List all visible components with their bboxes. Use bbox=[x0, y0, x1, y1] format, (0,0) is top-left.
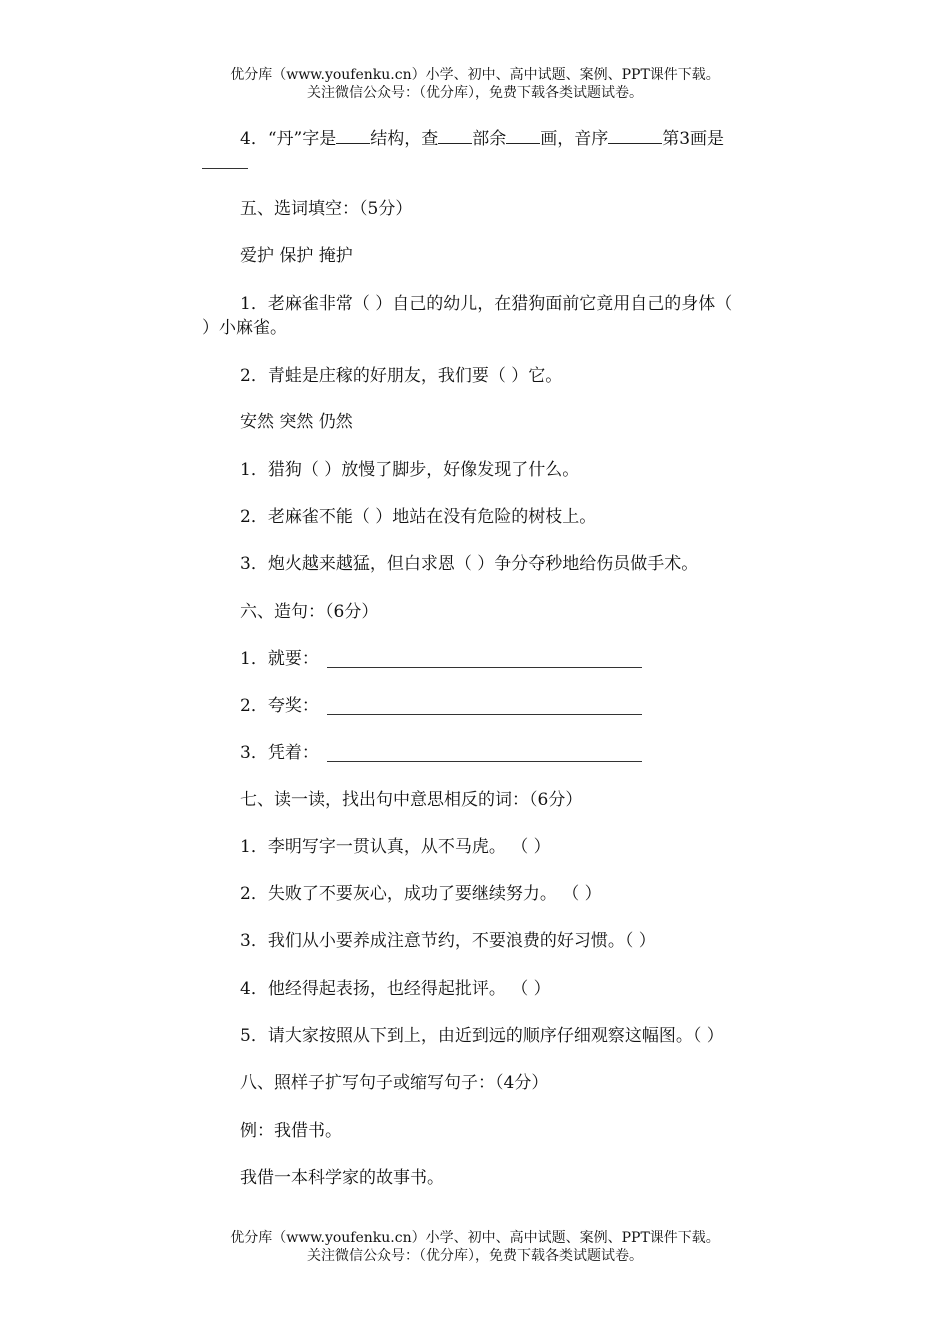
page-header bbox=[0, 66, 950, 102]
answer-blank[interactable] bbox=[438, 126, 472, 144]
section-6-title: 六、造句：（6分） bbox=[240, 602, 379, 622]
antonym-item-3: 3．我们从小要养成注意节约，不要浪费的好习惯。（ ） bbox=[240, 931, 656, 951]
s5-g2-question-3: 3．炮火越来越猛，但白求恩（ ）争分夺秒地给伤员做手术。 bbox=[240, 554, 699, 574]
s5-question-2: 2．青蛙是庄稼的好朋友，我们要（ ）它。 bbox=[240, 366, 563, 386]
s5-g2-question-2: 2．老麻雀不能（ ）地站在没有危险的树枝上。 bbox=[240, 507, 597, 527]
answer-blank[interactable] bbox=[336, 126, 370, 144]
antonym-item-2: 2．失败了不要灰心，成功了要继续努力。 （ ） bbox=[240, 884, 602, 904]
word-group-2: 安然 突然 仍然 bbox=[240, 412, 353, 432]
example-label: 例：我借书。 bbox=[240, 1121, 342, 1141]
question-4: 4．“丹”字是 结构，查 部余 画，音序 第3画是 bbox=[240, 126, 724, 150]
page-footer bbox=[0, 1229, 950, 1265]
sentence-item-2: 2．夸奖： bbox=[240, 696, 319, 716]
header-line-1: 优分库（www.youfenku.cn）小学、初中、高中试题、案例、PPT课件下载。 bbox=[230, 67, 720, 83]
sentence-answer-line-2[interactable] bbox=[327, 714, 642, 715]
section-8-title: 八、照样子扩写句子或缩写句子：（4分） bbox=[240, 1073, 549, 1093]
sentence-item-3: 3．凭着： bbox=[240, 743, 319, 763]
s5-g2-question-1: 1．猎狗（ ）放慢了脚步，好像发现了什么。 bbox=[240, 460, 580, 480]
section-7-title: 七、读一读，找出句中意思相反的词：（6分） bbox=[240, 790, 583, 810]
s5-question-1-line-1: 1．老麻雀非常（ ）自己的幼儿，在猎狗面前它竟用自己的身体（ bbox=[240, 294, 733, 314]
footer-line-1: 优分库（www.youfenku.cn）小学、初中、高中试题、案例、PPT课件下载。 bbox=[230, 1230, 720, 1246]
antonym-item-1: 1．李明写字一贯认真，从不马虎。 （ ） bbox=[240, 837, 551, 857]
antonym-item-5: 5．请大家按照从下到上，由近到远的顺序仔细观察这幅图。（ ） bbox=[240, 1026, 724, 1046]
s5-question-1-line-2: ）小麻雀。 bbox=[202, 318, 287, 338]
sentence-answer-line-3[interactable] bbox=[327, 761, 642, 762]
answer-blank-wrap[interactable] bbox=[202, 168, 248, 169]
header-line-2: 关注微信公众号：（优分库），免费下载各类试题试卷。 bbox=[307, 85, 643, 101]
footer-line-2: 关注微信公众号：（优分库），免费下载各类试题试卷。 bbox=[307, 1248, 643, 1264]
word-group-1: 爱护 保护 掩护 bbox=[240, 246, 353, 266]
answer-blank[interactable] bbox=[506, 126, 540, 144]
antonym-item-4: 4．他经得起表扬，也经得起批评。 （ ） bbox=[240, 979, 551, 999]
answer-blank[interactable] bbox=[608, 126, 662, 144]
sentence-item-1: 1．就要： bbox=[240, 649, 319, 669]
section-5-title: 五、选词填空：（5分） bbox=[240, 199, 413, 219]
sentence-answer-line-1[interactable] bbox=[327, 667, 642, 668]
example-expanded: 我借一本科学家的故事书。 bbox=[240, 1168, 444, 1188]
